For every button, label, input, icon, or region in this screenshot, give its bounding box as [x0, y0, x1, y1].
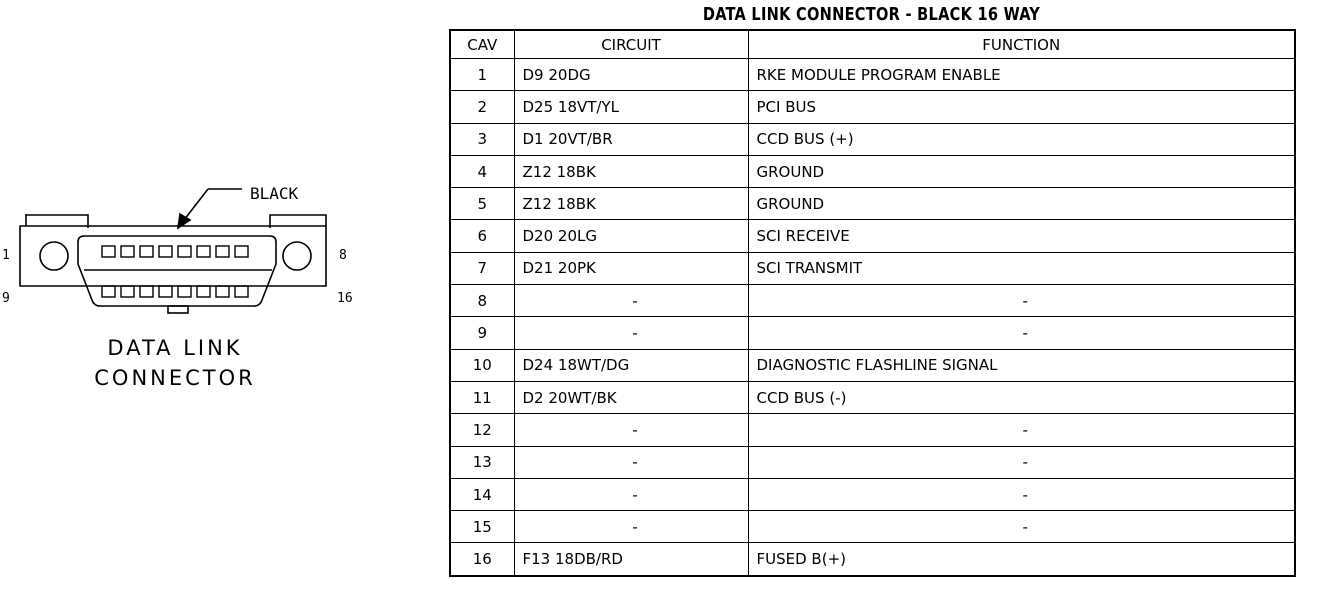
circuit-cell: D21 20PK [514, 252, 748, 284]
function-cell: CCD BUS (-) [748, 381, 1295, 413]
cav-cell: 9 [450, 317, 514, 349]
cav-cell: 7 [450, 252, 514, 284]
table-row [450, 155, 1295, 187]
cav-cell: 3 [450, 123, 514, 155]
cav-cell: 13 [450, 446, 514, 478]
function-cell: GROUND [748, 188, 1295, 220]
table-row [450, 543, 1295, 576]
pin-row-top [102, 246, 248, 257]
function-cell: PCI BUS [748, 91, 1295, 123]
pin-cell-top [178, 246, 191, 257]
table-row [450, 188, 1295, 220]
table-row [450, 446, 1295, 478]
black-color-label: BLACK [250, 184, 299, 203]
pin-cell-top [216, 246, 229, 257]
table-row [450, 252, 1295, 284]
table-row [450, 478, 1295, 510]
cav-cell: 1 [450, 59, 514, 91]
cav-cell: 14 [450, 478, 514, 510]
pin-cell-bottom [102, 286, 115, 297]
table-title: DATA LINK CONNECTOR - BLACK 16 WAY [702, 4, 1041, 25]
cav-cell: 12 [450, 414, 514, 446]
black-label-arrow [178, 189, 242, 228]
pin-cell-bottom [121, 286, 134, 297]
pin-number-16: 16 [337, 291, 353, 306]
circuit-cell: F13 18DB/RD [514, 543, 748, 576]
header-function: FUNCTION [748, 30, 1295, 59]
connector-caption-line1: DATA LINK [107, 336, 243, 360]
left-mount-hole [40, 242, 68, 270]
circuit-cell: D2 20WT/BK [514, 381, 748, 413]
circuit-cell: - [514, 446, 748, 478]
pin-cell-bottom [235, 286, 248, 297]
table-header-row [450, 30, 1295, 59]
circuit-cell: D24 18WT/DG [514, 349, 748, 381]
cav-cell: 10 [450, 349, 514, 381]
cav-cell: 16 [450, 543, 514, 576]
connector-caption-line2: CONNECTOR [94, 366, 256, 390]
table-row [450, 123, 1295, 155]
function-cell: GROUND [748, 155, 1295, 187]
pin-number-9: 9 [2, 291, 10, 306]
circuit-cell: - [514, 478, 748, 510]
pin-cell-bottom [178, 286, 191, 297]
circuit-cell: - [514, 317, 748, 349]
table-row [450, 91, 1295, 123]
function-cell: - [748, 285, 1295, 317]
cav-cell: 4 [450, 155, 514, 187]
table-row [450, 59, 1295, 91]
circuit-cell: D1 20VT/BR [514, 123, 748, 155]
table-row [450, 220, 1295, 252]
pin-cell-top [159, 246, 172, 257]
pin-cell-bottom [197, 286, 210, 297]
circuit-cell: - [514, 511, 748, 543]
function-cell: RKE MODULE PROGRAM ENABLE [748, 59, 1295, 91]
cav-cell: 5 [450, 188, 514, 220]
cav-cell: 15 [450, 511, 514, 543]
table-row [450, 414, 1295, 446]
pinout-table [449, 29, 1296, 577]
circuit-cell: Z12 18BK [514, 155, 748, 187]
right-mount-hole [283, 242, 311, 270]
table-row [450, 349, 1295, 381]
pin-cell-top [140, 246, 153, 257]
function-cell: FUSED B(+) [748, 543, 1295, 576]
table-row [450, 317, 1295, 349]
table-row [450, 381, 1295, 413]
function-cell: - [748, 478, 1295, 510]
pin-cell-bottom [216, 286, 229, 297]
pin-cell-top [235, 246, 248, 257]
table-row [450, 511, 1295, 543]
cav-cell: 11 [450, 381, 514, 413]
circuit-cell: Z12 18BK [514, 188, 748, 220]
cav-cell: 8 [450, 285, 514, 317]
pin-cell-bottom [140, 286, 153, 297]
pin-cell-top [102, 246, 115, 257]
pin-row-bottom [102, 286, 248, 297]
function-cell: - [748, 317, 1295, 349]
circuit-cell: D25 18VT/YL [514, 91, 748, 123]
header-cav: CAV [450, 30, 514, 59]
cav-cell: 2 [450, 91, 514, 123]
function-cell: - [748, 511, 1295, 543]
function-cell: SCI TRANSMIT [748, 252, 1295, 284]
pin-cell-top [121, 246, 134, 257]
circuit-cell: D20 20LG [514, 220, 748, 252]
pin-cell-bottom [159, 286, 172, 297]
function-cell: - [748, 414, 1295, 446]
circuit-cell: - [514, 285, 748, 317]
circuit-cell: - [514, 414, 748, 446]
header-circuit: CIRCUIT [514, 30, 748, 59]
function-cell: DIAGNOSTIC FLASHLINE SIGNAL [748, 349, 1295, 381]
connector-housing [20, 226, 326, 286]
cav-cell: 6 [450, 220, 514, 252]
circuit-cell: D9 20DG [514, 59, 748, 91]
pin-number-1: 1 [2, 248, 10, 263]
pin-cell-top [197, 246, 210, 257]
table-row [450, 285, 1295, 317]
function-cell: CCD BUS (+) [748, 123, 1295, 155]
pin-number-8: 8 [339, 248, 347, 263]
function-cell: - [748, 446, 1295, 478]
function-cell: SCI RECEIVE [748, 220, 1295, 252]
